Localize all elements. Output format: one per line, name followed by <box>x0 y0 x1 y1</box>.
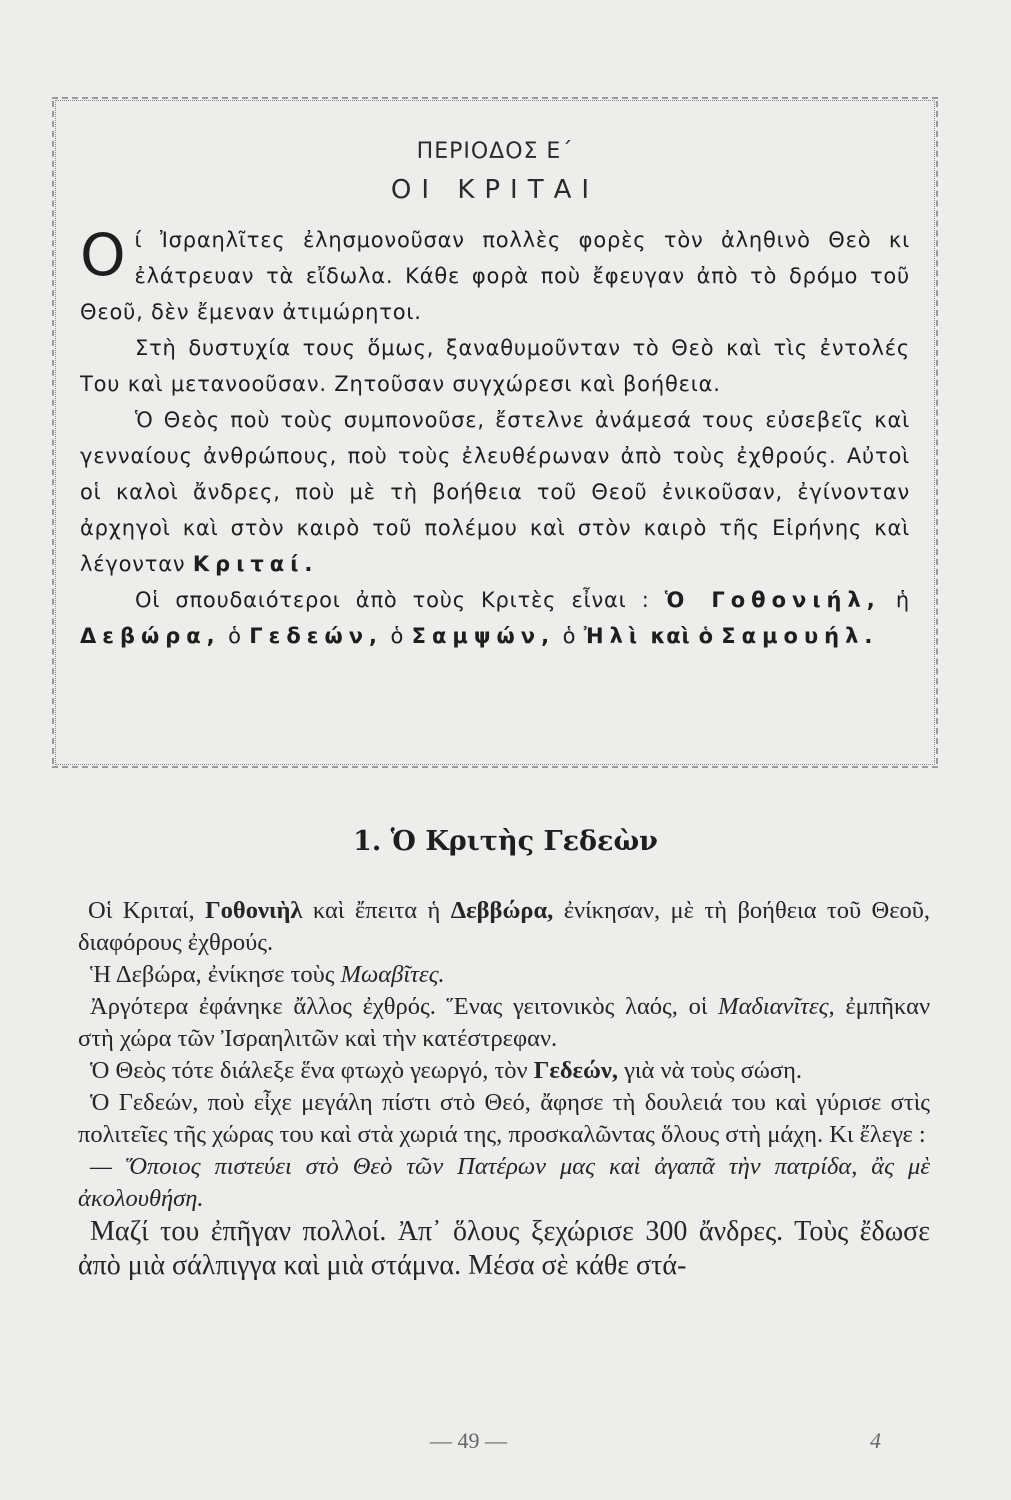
summary-paragraph-2: Στὴ δυστυχία τους ὅμως, ξαναθυμοῦνταν τὸ Θεὸ καὶ τὶς ἐντολές Του καὶ μετανοοῦσαν. Ζητοῦσαν συγχώρεσι καὶ βοήθεια. <box>80 336 910 396</box>
body-name-debbora: Δεββώρα, <box>450 897 554 924</box>
article-o-1: ὁ <box>228 624 242 648</box>
body-p3-text-b: ἐμπῆκαν στὴ χώρα τῶν Ἰσραηλιτῶν καὶ τὴν κατέστρεφαν. <box>78 993 931 1052</box>
article-o-3: ὁ <box>562 624 577 648</box>
body-p3-text-a: Ἀργότερα ἐφάνηκε ἄλλος ἐχθρός. Ἕνας γειτονικὸς λαός, οἱ <box>90 993 708 1020</box>
body-p1-text-b: καὶ ἔπειτα ἡ <box>312 897 441 924</box>
signature-mark: 4 <box>870 1428 881 1453</box>
body-paragraph-1 <box>78 895 930 959</box>
body-paragraph-2 <box>78 959 930 991</box>
summary-box <box>80 130 910 654</box>
frame-right-border <box>936 101 938 764</box>
body-name-madianites: Μαδιανῖτες, <box>718 993 835 1020</box>
name-gothoniel: Ὁ Γοθονιήλ, <box>664 588 881 612</box>
chapter-title: 1. Ὁ Κριτὴς Γεδεὼν <box>353 826 658 857</box>
section-title: ΟΙ ΚΡΙΤΑΙ <box>390 175 600 205</box>
body-p4-text-b: γιὰ νὰ τοὺς σώση. <box>624 1057 803 1084</box>
name-samouil: Σαμουήλ. <box>721 624 879 648</box>
body-paragraph-7: Μαζί του ἐπῆγαν πολλοί. Ἀπ᾿ ὅλους ξεχώρισε 300 ἄνδρες. Τοὺς ἔδωσε ἀπὸ μιὰ σάλπιγγα καὶ μιὰ στάμνα. Μέσα σὲ κάθε στά- <box>78 1216 930 1281</box>
body-paragraph-5: Ὁ Γεδεών, ποὺ εἶχε μεγάλη πίστι στὸ Θεό, ἄφησε τὴ δουλειά του καὶ γύρισε στὶς πολιτεῖες τῆς χώρας του καὶ στὰ χωριά της, προσκαλῶντας ὅλους στὴ μάχη. Κι ἔλεγε : <box>78 1089 930 1148</box>
body-paragraph-3 <box>78 991 930 1055</box>
body-name-gothoniel: Γοθονιὴλ <box>205 897 303 924</box>
body-p4-text-a: Ὁ Θεὸς τότε διάλεξε ἕνα φτωχὸ γεωργό, τὸν <box>90 1057 528 1084</box>
name-gedeon: Γεδεών, <box>249 624 384 648</box>
summary-paragraph-1 <box>80 222 910 330</box>
period-heading: ΠΕΡΙΟΔΟΣ Ε΄ <box>416 139 574 164</box>
body-name-moavites: Μωαβῖτες. <box>340 961 445 988</box>
article-o-2: ὁ <box>390 624 405 648</box>
body-paragraph-4 <box>78 1055 930 1087</box>
body-p2-text: Ἡ Δεβώρα, ἐνίκησε τοὺς <box>90 961 335 988</box>
body-name-gedeon: Γεδεών, <box>533 1057 618 1084</box>
summary-paragraph-4 <box>80 582 910 654</box>
article-h: ἡ <box>895 588 911 612</box>
frame-left-border <box>52 101 54 764</box>
chapter-body <box>78 895 930 1283</box>
drop-cap: Ο <box>80 221 127 289</box>
summary-paragraph-4-text: Οἱ σπουδαιότεροι ἀπὸ τοὺς Κριτὲς εἶναι : <box>135 588 650 612</box>
name-ili: Ἠλὶ <box>583 624 644 648</box>
name-debora: Δεβώρα, <box>80 624 221 648</box>
body-p1-text-c: ἐνίκησαν, μὲ τὴ βοήθεια τοῦ Θεοῦ, διαφόρους ἐχθρούς. <box>78 897 931 956</box>
conjunction-kai: καὶ ὁ <box>650 624 714 648</box>
summary-paragraph-1-text: ί Ἰσραηλῖτες ἐλησμονοῦσαν πολλὲς φορὲς τὸν ἀληθινὸ Θεὸ κι ἐλάτρευαν τὰ εἴδωλα. Κάθε φορὰ ποὺ ἔφευγαν ἀπὸ τὸ δρόμο τοῦ Θεοῦ, δὲν ἔμεναν ἀτιμώρητοι. <box>80 228 910 324</box>
body-quote: — Ὅποιος πιστεύει στὸ Θεὸ τῶν Πατέρων μας καὶ ἀγαπᾶ τὴν πατρίδα, ἂς μὲ ἀκολουθήση. <box>78 1153 930 1212</box>
summary-paragraph-3 <box>80 402 910 582</box>
page-number: — 49 — <box>430 1428 507 1453</box>
kritai-word: Κριταί. <box>192 552 319 576</box>
summary-paragraph-3-text: Ὁ Θεὸς ποὺ τοὺς συμπονοῦσε, ἔστελνε ἀνάμεσά τους εὐσεβεῖς καὶ γενναίους ἀνθρώπους, ποὺ τοὺς ἐλευθέρωναν ἀπὸ τοὺς ἐχθρούς. Αὐτοὶ οἱ καλοὶ ἄνδρες, ποὺ μὲ τὴ βοήθεια τοῦ Θεοῦ ἐνικοῦσαν, ἐγίνονταν ἀρχηγοὶ καὶ στὸν καιρὸ τοῦ πολέμου καὶ στὸν καιρὸ τῆς Εἰρήνης καὶ λέγονταν <box>80 408 910 576</box>
name-sampson: Σαμψών, <box>411 624 556 648</box>
body-p1-text-a: Οἱ Κριταί, <box>88 897 195 924</box>
